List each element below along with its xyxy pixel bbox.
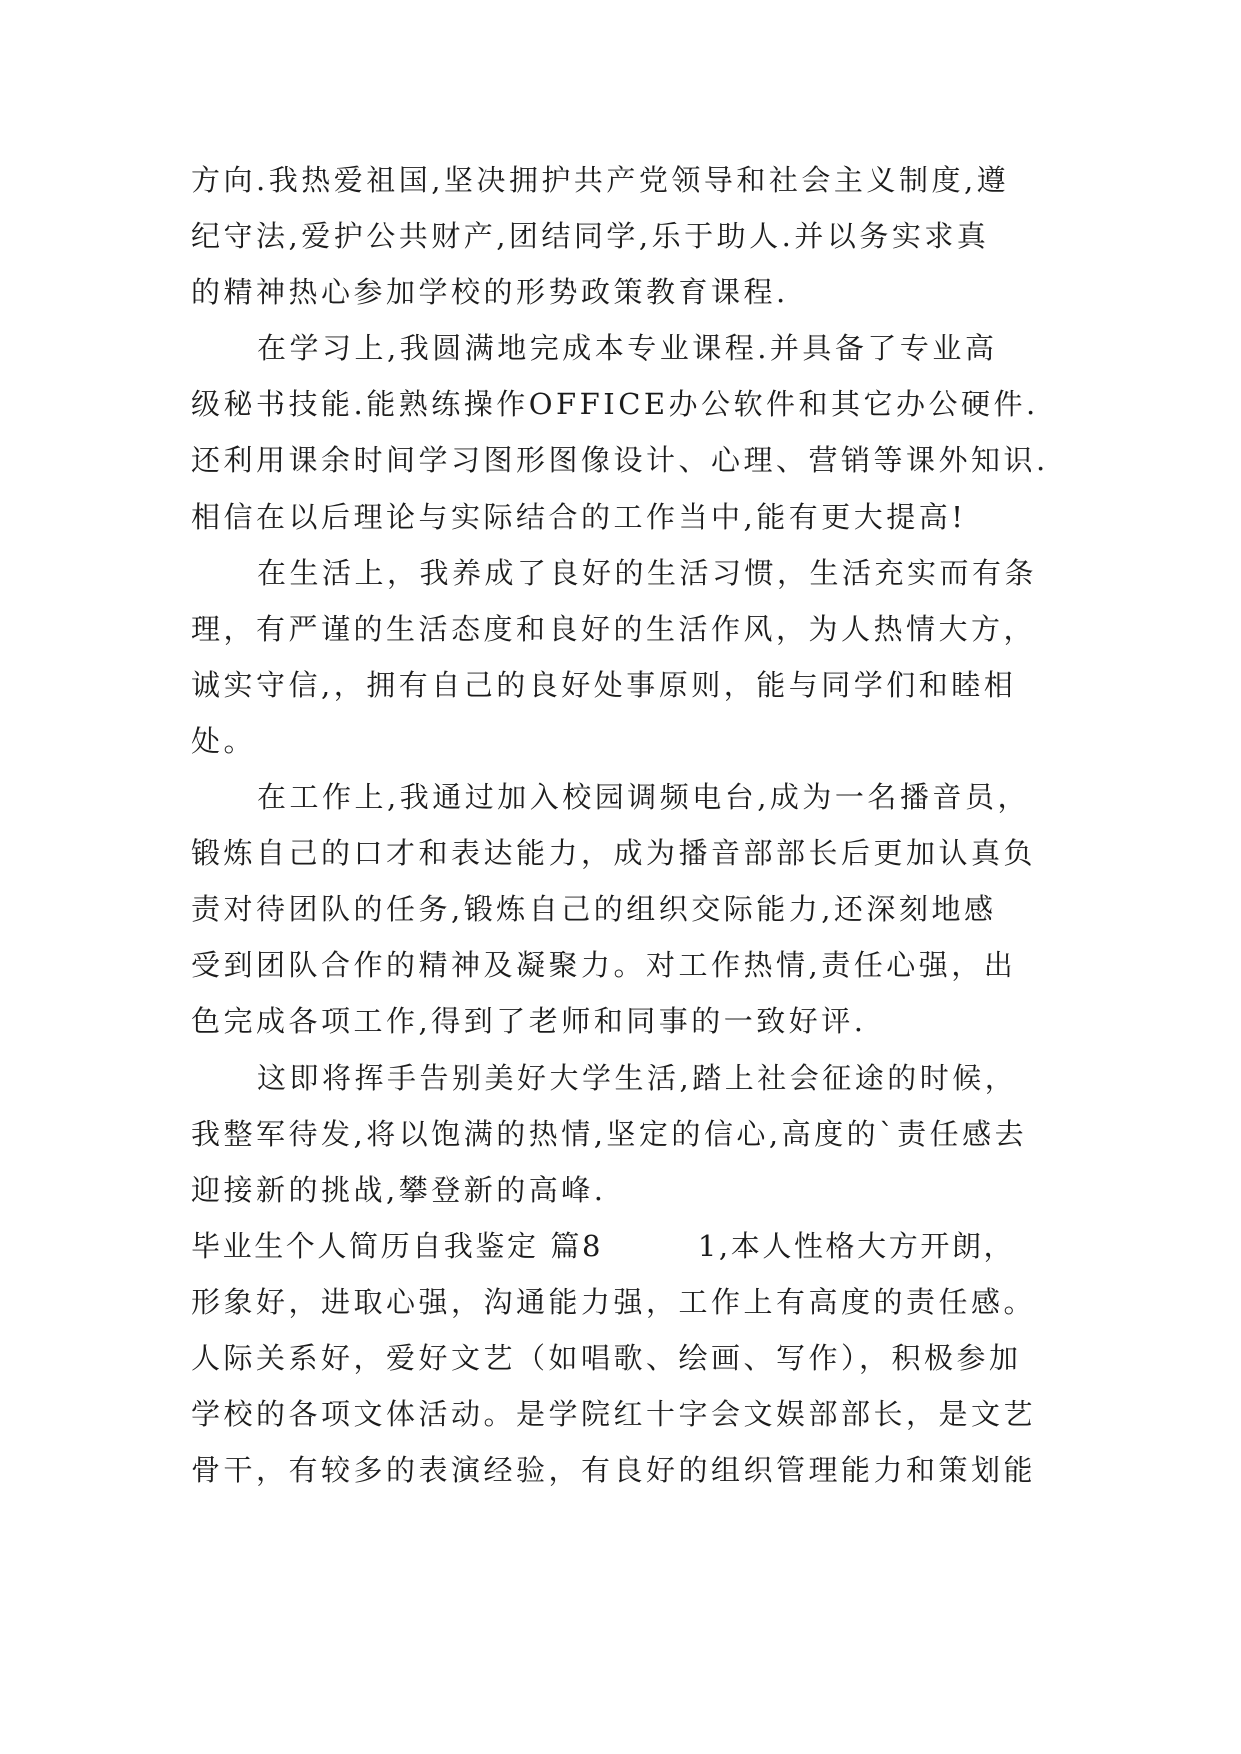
text-line: 级秘书技能.能熟练操作OFFICE办公软件和其它办公硬件. — [191, 387, 1039, 422]
text-line: 人际关系好，爱好文艺（如唱歌、绘画、写作），积极参加 — [191, 1340, 1022, 1375]
text-line: 受到团队合作的精神及凝聚力。对工作热情,责任心强，出 — [191, 948, 1017, 983]
text-line: 色完成各项工作,得到了老师和同事的一致好评. — [191, 1004, 867, 1039]
text-line: 在生活上，我养成了良好的生活习惯，生活充实而有条 — [257, 555, 1038, 590]
text-line: 理，有严谨的生活态度和良好的生活作风，为人热情大方， — [191, 611, 1037, 646]
text-line: 锻炼自己的口才和表达能力，成为播音部部长后更加认真负 — [191, 836, 1037, 871]
text-line: 这即将挥手告别美好大学生活,踏上社会征途的时候， — [257, 1060, 1018, 1095]
text-line: 形象好，进取心强，沟通能力强，工作上有高度的责任感。 — [191, 1284, 1037, 1319]
text-line: 骨干，有较多的表演经验，有良好的组织管理能力和策划能 — [191, 1453, 1037, 1488]
text-line: 责对待团队的任务,锻炼自己的组织交际能力,还深刻地感 — [191, 892, 997, 927]
text-line: 方向.我热爱祖国,坚决拥护共产党领导和社会主义制度,遵 — [191, 163, 1010, 197]
text-line: 处。 — [191, 723, 257, 758]
text-line: 诚实守信,，拥有自己的良好处事原则，能与同学们和睦相 — [191, 667, 1017, 702]
text-line: 纪守法,爱护公共财产,团结同学,乐于助人.并以务实求真 — [191, 219, 990, 254]
text-line: 的精神热心参加学校的形势政策教育课程. — [191, 275, 789, 310]
section-heading-line: 毕业生个人简历自我鉴定 篇8 1,本人性格大方开朗， — [191, 1228, 1016, 1263]
text-line: 还利用课余时间学习图形图像设计、心理、营销等课外知识. — [191, 443, 1049, 478]
text-line: 学校的各项文体活动。是学院红十字会文娱部部长，是文艺 — [191, 1397, 1037, 1432]
text-line: 在学习上,我圆满地完成本专业课程.并具备了专业高 — [257, 331, 998, 366]
text-line: 我整军待发,将以饱满的热情,坚定的信心,高度的`责任感去 — [191, 1116, 1028, 1151]
text-line: 相信在以后理论与实际结合的工作当中,能有更大提高! — [191, 499, 967, 534]
text-line: 在工作上,我通过加入校园调频电台,成为一名播音员， — [257, 780, 1030, 815]
document-body — [191, 162, 1091, 1508]
text-line: 迎接新的挑战,攀登新的高峰. — [191, 1172, 607, 1207]
